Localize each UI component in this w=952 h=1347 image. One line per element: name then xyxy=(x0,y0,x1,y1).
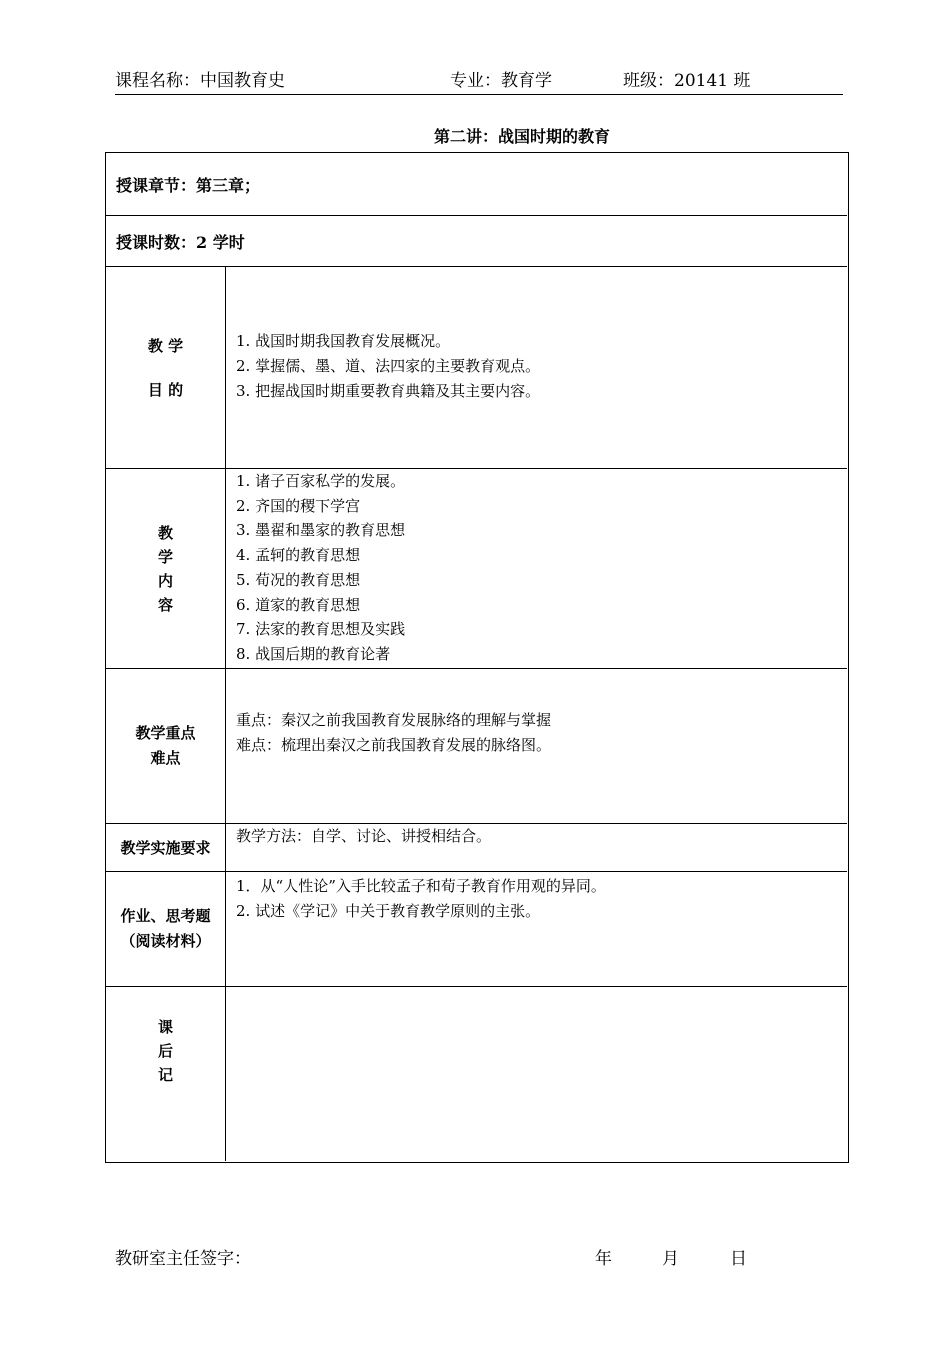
homework-label-line1: 作业、思考题 xyxy=(120,907,211,925)
notes-label-char: 课 xyxy=(157,1018,173,1036)
notes-label xyxy=(106,987,226,1161)
content-item: 1. 诸子百家私学的发展。 xyxy=(236,472,406,490)
signature-label: 教研室主任签字： xyxy=(115,1249,251,1269)
keypoints-row xyxy=(106,669,847,824)
lesson-plan-table xyxy=(105,152,849,1163)
content-label-char: 容 xyxy=(157,595,173,614)
objective-item: 3. 把握战国时期重要教育典籍及其主要内容。 xyxy=(236,382,541,400)
content-list xyxy=(236,469,837,667)
homework-item: 1．从“人性论”入手比较孟子和荀子教育作用观的异同。 xyxy=(236,877,606,895)
content-item: 2. 齐国的稷下学宫 xyxy=(236,496,361,515)
content-item: 4. 孟轲的教育思想 xyxy=(236,546,361,565)
content-label-char: 教 xyxy=(157,523,173,542)
content-item: 8. 战国后期的教育论著 xyxy=(236,644,391,663)
course-name: 课程名称：中国教育史 xyxy=(115,71,285,91)
homework-row xyxy=(106,872,847,987)
keypoints-label-line1: 教学重点 xyxy=(135,724,196,742)
content-label xyxy=(106,469,226,668)
objectives-label-line2: 目 的 xyxy=(147,380,184,399)
month-label: 月 xyxy=(662,1249,679,1269)
notes-row xyxy=(106,987,847,1161)
major-name: 专业：教育学 xyxy=(450,71,552,91)
class-name: 班级：20141 班 xyxy=(623,71,751,91)
content-item: 6. 道家的教育思想 xyxy=(236,595,361,614)
content-label-char: 内 xyxy=(157,571,173,590)
objective-item: 2. 掌握儒、墨、道、法四家的主要教育观点。 xyxy=(236,357,541,375)
requirements-text: 教学方法：自学、讨论、讲授相结合。 xyxy=(236,827,492,845)
objective-item: 1. 战国时期我国教育发展概况。 xyxy=(236,332,451,350)
notes-label-char: 后 xyxy=(157,1042,173,1060)
requirements-label: 教学实施要求 xyxy=(106,824,226,871)
keypoints-list xyxy=(236,708,837,758)
keypoint-item: 难点：梳理出秦汉之前我国教育发展的脉络图。 xyxy=(236,736,552,754)
page-header xyxy=(115,70,843,95)
keypoint-item: 重点：秦汉之前我国教育发展脉络的理解与掌握 xyxy=(236,711,552,729)
requirements-row xyxy=(106,824,847,872)
hours-text: 授课时数：2 学时 xyxy=(116,233,245,252)
year-label: 年 xyxy=(595,1249,612,1269)
homework-label-line2: （阅读材料） xyxy=(120,932,211,950)
objectives-label xyxy=(106,267,226,468)
objectives-row xyxy=(106,267,847,469)
objectives-label-line1: 教 学 xyxy=(147,336,184,355)
keypoints-label-line2: 难点 xyxy=(150,749,181,767)
homework-label xyxy=(106,872,226,986)
chapter-row xyxy=(106,153,847,216)
keypoints-label xyxy=(106,669,226,823)
content-label-char: 学 xyxy=(157,547,173,566)
notes-label-char: 记 xyxy=(157,1066,173,1084)
objectives-list xyxy=(236,329,837,404)
content-item: 7. 法家的教育思想及实践 xyxy=(236,620,406,639)
content-item: 5. 荀况的教育思想 xyxy=(236,570,361,589)
content-item: 3. 墨翟和墨家的教育思想 xyxy=(236,521,406,540)
day-label: 日 xyxy=(730,1249,747,1269)
hours-row xyxy=(106,216,847,267)
lecture-title: 第二讲：战国时期的教育 xyxy=(433,127,610,146)
homework-item: 2. 试述《学记》中关于教育教学原则的主张。 xyxy=(236,902,541,920)
content-row xyxy=(106,469,847,669)
chapter-text: 授课章节：第三章； xyxy=(116,176,261,195)
homework-list xyxy=(236,874,837,924)
